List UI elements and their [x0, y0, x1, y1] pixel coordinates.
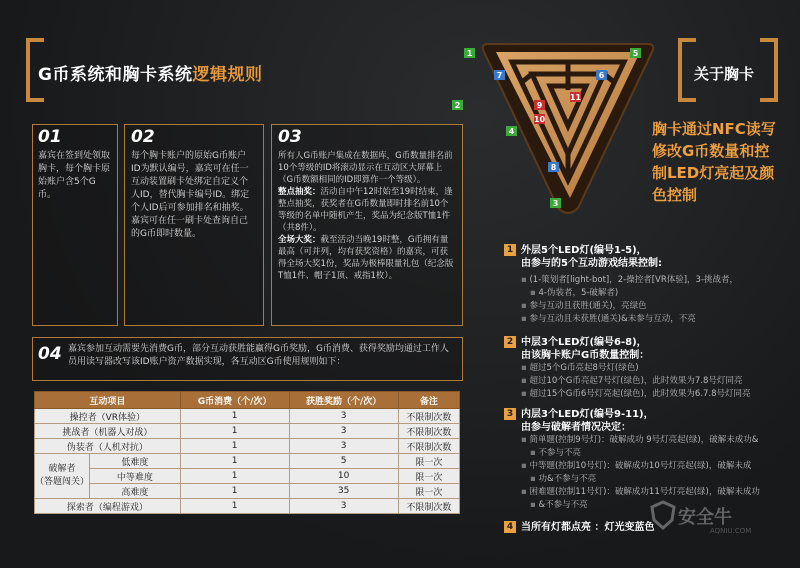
led-3-label: 3 — [552, 199, 559, 208]
table-row — [35, 469, 460, 484]
section-3-heading-line2: 由参与破解者情况决定： — [521, 422, 631, 433]
cell-level: 低难度 — [90, 454, 181, 469]
led-9-label: 9 — [536, 101, 543, 110]
badge-description: 胸卡通过NFC读写修改G币数量和控制LED灯亮起及颜色控制 — [652, 120, 776, 204]
logo-shield-icon — [650, 500, 676, 530]
section-2-items — [521, 362, 751, 401]
cell-note: 不限制次数 — [398, 439, 459, 454]
cell-note: 不限制次数 — [398, 409, 459, 424]
section-badge-1: 1 — [504, 244, 516, 256]
section-2-heading — [521, 336, 649, 362]
th-note: 备注 — [398, 392, 459, 409]
cell-reward: 3 — [289, 439, 398, 454]
rule-number-02: 02 — [131, 127, 155, 147]
cell-cost: 1 — [180, 454, 289, 469]
rule-03-hourly — [278, 186, 456, 234]
table-row — [35, 409, 460, 424]
section-2-heading-line2: 由该胸卡账户G币数量控制： — [521, 350, 650, 361]
cell-role: 伪装者（人机对抗） — [35, 439, 181, 454]
led-section-1 — [504, 244, 784, 334]
cell-role: 操控者（VR体验） — [35, 409, 181, 424]
coin-rules-table — [34, 391, 460, 514]
section-1-heading — [521, 244, 662, 270]
cell-cost: 1 — [180, 499, 289, 514]
cell-cost: 1 — [180, 409, 289, 424]
cell-role: 探索者（编程游戏） — [35, 499, 181, 514]
led-7-label: 7 — [496, 71, 503, 80]
list-item: ▪ 不参与不亮 — [521, 447, 760, 460]
cell-reward: 5 — [289, 454, 398, 469]
cell-note: 限一次 — [398, 454, 459, 469]
rule-text-04: 嘉宾参加互动需要先消费G币，部分互动获胜能赢得G币奖励，G币消费、获得奖励均通过工作人员用读写器改写该ID账户资产数据实现，各互动区G币使用规则如下： — [68, 344, 449, 367]
cell-reward: 3 — [289, 409, 398, 424]
badge-emblem — [454, 30, 658, 220]
rule-text-01: 嘉宾在签到处领取胸卡，每个胸卡原始账户含5个G币。 — [38, 151, 111, 200]
cell-reward: 35 — [289, 484, 398, 499]
table-header-row — [35, 392, 460, 409]
table-row — [35, 499, 460, 514]
cell-note: 不限制次数 — [398, 424, 459, 439]
cell-level: 高难度 — [90, 484, 181, 499]
table-row — [35, 439, 460, 454]
cell-note: 限一次 — [398, 469, 459, 484]
list-item: ▪ 简单题(控制9号灯)：破解成功 9号灯亮起(绿)，破解未成功& — [521, 434, 760, 447]
table-row — [35, 424, 460, 439]
list-item: ▪ (1-策划者[light-bot]，2-操控者[VR体验]，3-挑战者， — [521, 274, 738, 287]
cell-role: 挑战者（机器人对战） — [35, 424, 181, 439]
table-row — [35, 454, 460, 469]
led-6-label: 6 — [598, 71, 605, 80]
rule-03-grand-text: 截至活动当晚19时整，G币拥有量最高（可并列，均有获奖资格）的嘉宾，可获得全场大奖1份，奖品为极棒限量礼包（纪念版T恤1件、帽子1顶、戒指1枚）。 — [278, 235, 454, 281]
rule-03-hourly-text: 活动自中午12时始至19时结束，逢整点抽奖，获奖者在G币数量即时排名前10个等级的名单中随机产生，奖品为纪念版T恤1件（共8件）。 — [278, 187, 453, 233]
table-row — [35, 484, 460, 499]
logo-text: 安全牛 — [678, 507, 732, 528]
list-item: ▪ 超过10个G币亮起7号灯(绿色)，此时效果为7.8号灯同亮 — [521, 375, 751, 388]
cell-reward: 3 — [289, 424, 398, 439]
cell-breaker — [35, 454, 90, 499]
page-title-right: 关于胸卡 — [694, 65, 755, 83]
logo-subtext: AQNIU.COM — [710, 527, 752, 535]
cell-note: 限一次 — [398, 484, 459, 499]
rule-03-intro: 所有人G币账户集成在数据库，G币数量排名前10个等级的ID将滚动显示在互动区大屏幕上（G币数额相同的ID即算作一个等级）。 — [278, 151, 453, 185]
rule-03-grand — [278, 234, 456, 282]
led-2-label: 2 — [454, 101, 461, 110]
right-title-bracket-end — [760, 38, 778, 102]
cell-reward: 10 — [289, 469, 398, 484]
cell-cost: 1 — [180, 424, 289, 439]
led-11-label: 11 — [569, 93, 582, 102]
section-1-heading-line2: 由参与的5个互动游戏结果控制: — [521, 258, 662, 269]
breaker-label: 破解者 — [48, 464, 76, 474]
list-item: ▪ 超过5个G币亮起8号灯(绿色) — [521, 362, 751, 375]
rule-number-04: 04 — [38, 344, 62, 364]
list-item: ▪ 中等题(控制10号灯)：破解成功10号灯亮起(绿)，破解未成 — [521, 460, 760, 473]
cell-level: 中等难度 — [90, 469, 181, 484]
th-reward: 获胜奖励（个/次） — [289, 392, 398, 409]
section-3-heading — [521, 408, 654, 434]
rule-number-03: 03 — [278, 127, 302, 147]
rule-text-02: 每个胸卡账户的原始G币账户ID为默认编号，嘉宾可在任一互动装置刷卡处绑定自定义个人ID，替代胸卡编号ID。绑定个人ID后可参加排名和抽奖。嘉宾可在任一刷卡处查询自己的G币即时数量。 — [131, 151, 250, 239]
section-3-heading-line1: 内层3个LED灯(编号9-11)， — [521, 409, 654, 420]
section-1-heading-line1: 外层5个LED灯(编号1-5)， — [521, 245, 647, 256]
led-section-2 — [504, 336, 784, 402]
list-item: ▪ 困难题(控制11号灯)：破解成功11号灯亮起(绿)，破解未成功 — [521, 486, 760, 499]
section-3-items — [521, 434, 760, 512]
section-badge-2: 2 — [504, 336, 516, 348]
led-8-label: 8 — [550, 163, 557, 172]
section-1-items — [521, 274, 738, 326]
section-badge-4: 4 — [504, 521, 516, 533]
page-title-left: G币系统和胸卡系统逻辑规则 — [38, 65, 263, 85]
rule-text-03 — [278, 150, 456, 282]
led-section-3 — [504, 408, 784, 516]
cell-reward: 3 — [289, 499, 398, 514]
th-cost: G币消费（个/次） — [180, 392, 289, 409]
list-item: ▪ 功&不参与不亮 — [521, 473, 760, 486]
section-badge-3: 3 — [504, 408, 516, 420]
cell-note: 不限制次数 — [398, 499, 459, 514]
breaker-sublabel: （答题闯关） — [35, 477, 90, 487]
list-item: ▪ 4-伪装者，5-破解者) — [521, 287, 738, 300]
cell-cost: 1 — [180, 439, 289, 454]
list-item: ▪ 参与互动且获胜(通关)，亮绿色 — [521, 300, 738, 313]
led-1-label: 1 — [466, 49, 473, 58]
th-project: 互动项目 — [35, 392, 181, 409]
cell-cost: 1 — [180, 469, 289, 484]
rule-03-hourly-title: 整点抽奖： — [278, 187, 321, 197]
section-2-heading-line1: 中层3个LED灯(编号6-8)， — [521, 337, 647, 348]
led-10-label: 10 — [533, 115, 546, 124]
led-4-label: 4 — [508, 127, 515, 136]
led-5-label: 5 — [632, 49, 639, 58]
section-4-heading: 当所有灯都点亮 ：灯光变蓝色 — [521, 522, 655, 533]
list-item: ▪ &不参与不亮 — [521, 499, 760, 512]
list-item: ▪ 超过15个G币6号灯亮起(绿色)，此时效果为6.7.8号灯同亮 — [521, 388, 751, 401]
rule-number-01: 01 — [38, 127, 62, 147]
cell-cost: 1 — [180, 484, 289, 499]
list-item: ▪ 参与互动且未获胜(通关)&未参与互动，不亮 — [521, 313, 738, 326]
rule-03-grand-title: 全场大奖： — [278, 235, 321, 245]
